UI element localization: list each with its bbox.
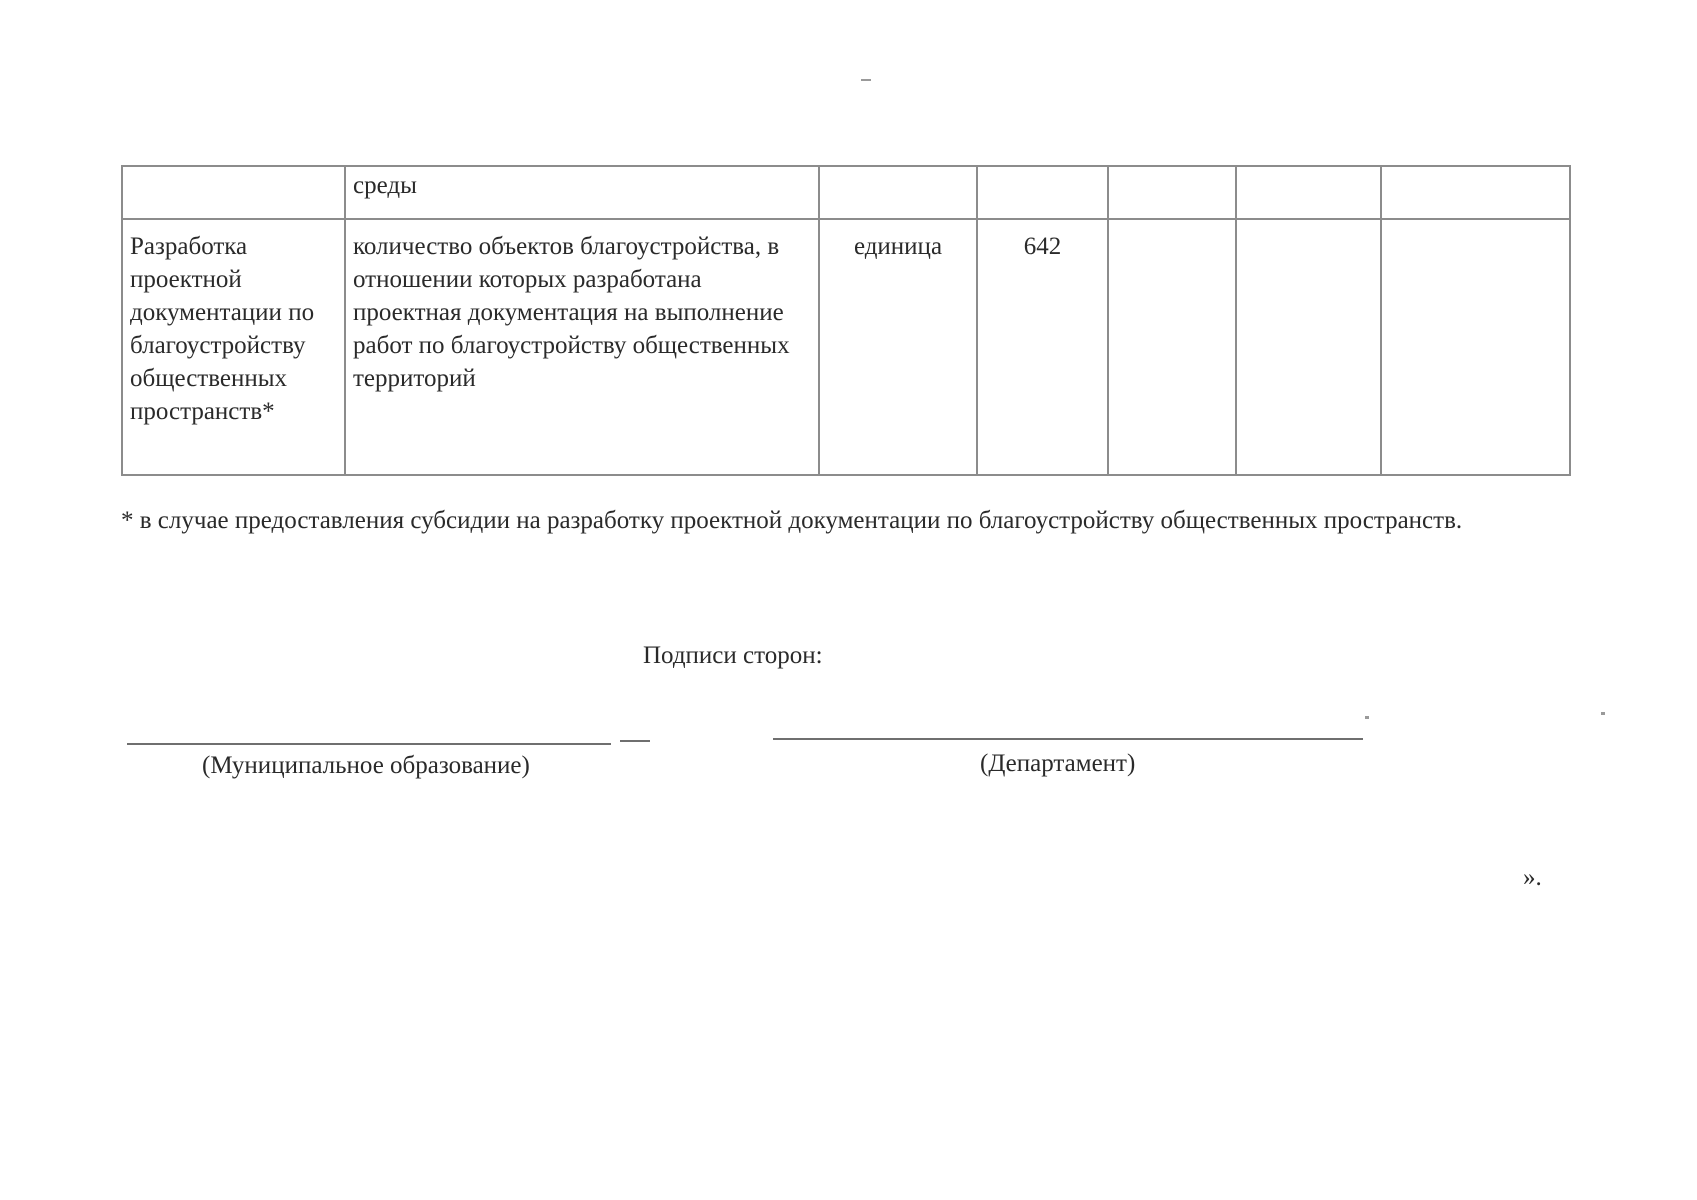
event-name-cell: Разработка проектной документации по благоустройству общественных пространств* (122, 219, 345, 475)
indicator-name-tail-cell: среды (345, 166, 819, 219)
closing-quote-mark: ». (1523, 864, 1542, 891)
table-cell-empty (1236, 166, 1381, 219)
unit-cell: единица (819, 219, 977, 475)
signature-line-municipality (127, 743, 611, 745)
table-row (122, 166, 1570, 219)
scan-speck (861, 79, 871, 81)
table-cell-empty (1108, 166, 1236, 219)
signature-line-municipality-tail (620, 740, 650, 742)
value-cell: 642 (977, 219, 1108, 475)
table-cell-empty (1381, 219, 1570, 475)
footnote: * в случае предоставления субсидии на разработку проектной документации по благоустройству общественных пространств. (121, 507, 1463, 534)
scan-speck (1601, 712, 1605, 715)
table-cell-empty (977, 166, 1108, 219)
table-cell-empty (1236, 219, 1381, 475)
table-row (122, 219, 1570, 475)
indicators-table (121, 165, 1571, 476)
table-cell-empty (1381, 166, 1570, 219)
signature-label-municipality: (Муниципальное образование) (202, 752, 530, 779)
signature-line-department (773, 738, 1363, 740)
indicator-name-cell: количество объектов благоустройства, в отношении которых разработана проектная документация на выполнение работ по благоустройству общественных территорий (345, 219, 819, 475)
table-cell-empty (819, 166, 977, 219)
signature-label-department: (Департамент) (980, 750, 1136, 777)
signatures-title: Подписи сторон: (643, 642, 823, 669)
scan-speck (1365, 716, 1369, 719)
table-cell-empty (1108, 219, 1236, 475)
table-cell-empty (122, 166, 345, 219)
